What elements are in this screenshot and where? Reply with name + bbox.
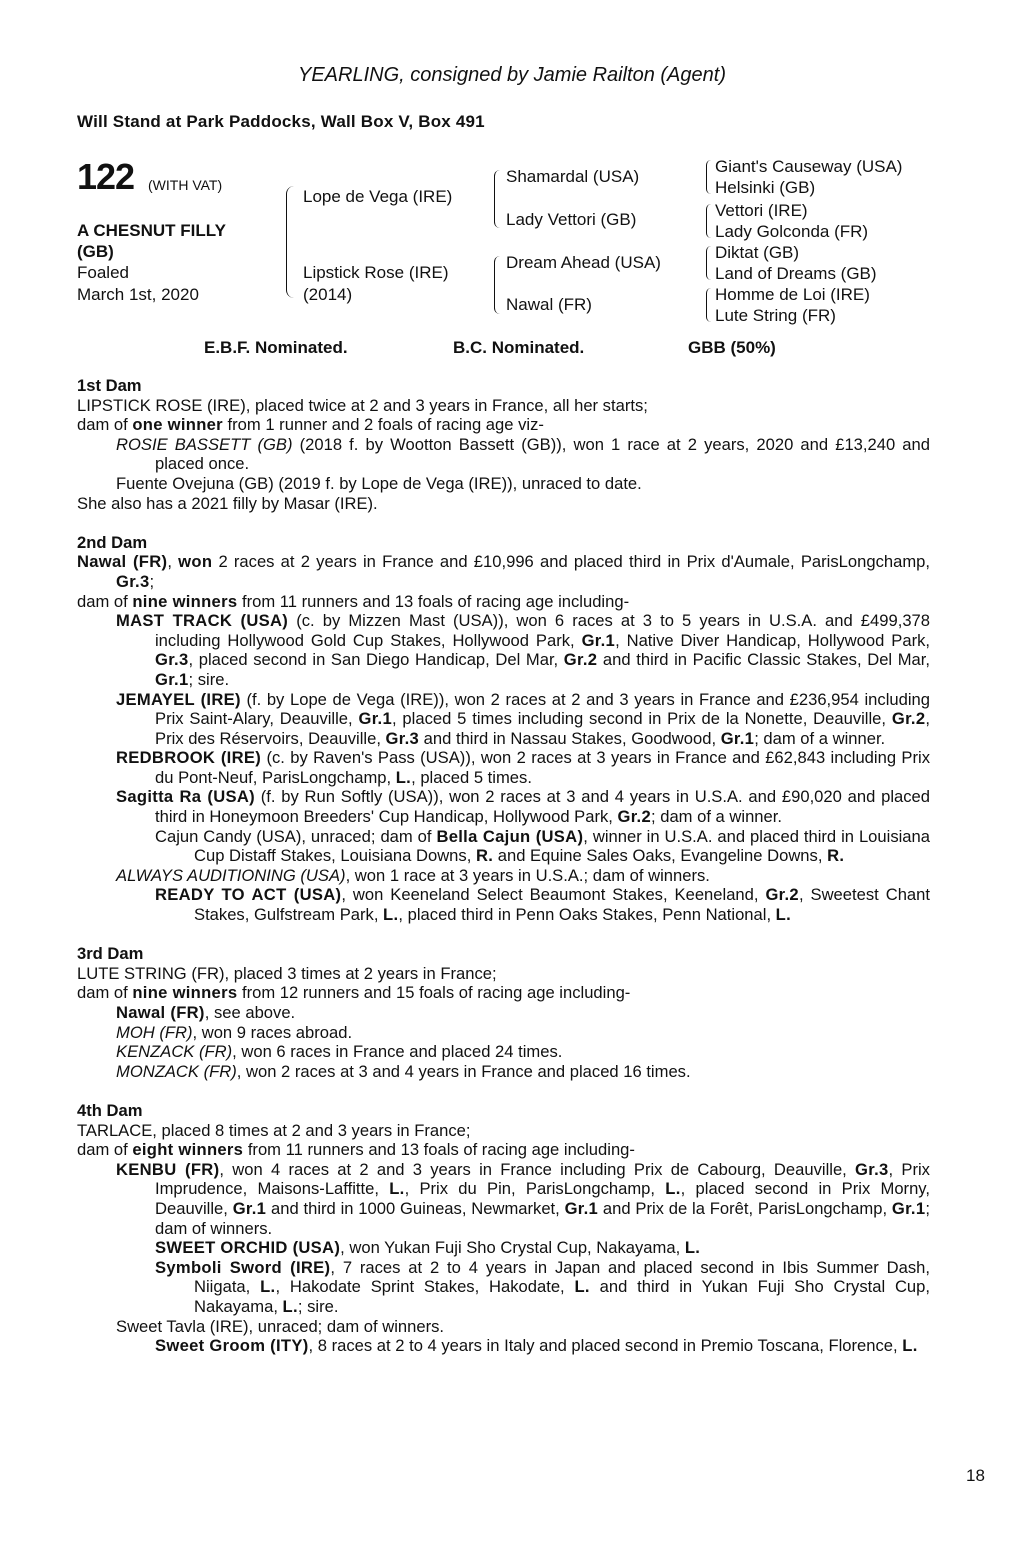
- text: ,: [167, 552, 179, 572]
- pedigree-entry: [77, 592, 930, 612]
- text: and third in Pacific Classic Stakes, Del Mar,: [597, 650, 931, 670]
- pedigree-gen2: Dream Ahead (USA): [506, 253, 661, 272]
- pedigree-gen3: Lute String (FR): [715, 306, 836, 325]
- pedigree-gen2: Nawal (FR): [506, 295, 592, 314]
- pedigree-entry: [77, 983, 930, 1003]
- pedigree-entry: [77, 1317, 930, 1337]
- pedigree-entry: [77, 1238, 930, 1258]
- text: , Prix Imprudence, Maisons-Laffitte,: [155, 1159, 930, 1199]
- pedigree-brace: [706, 204, 712, 238]
- stand-location: Will Stand at Park Paddocks, Wall Box V, Box 491: [77, 112, 485, 131]
- lot-description: A CHESNUT FILLY: [77, 221, 226, 240]
- pedigree-dam-year: (2014): [303, 285, 353, 304]
- text: ; sire.: [188, 669, 230, 689]
- pedigree-dam: Lipstick Rose (IRE): [303, 263, 449, 282]
- bold-text: nine winners: [132, 983, 238, 1003]
- dam-section: [77, 376, 930, 513]
- lot-description-country: (GB): [77, 242, 114, 261]
- bold-text: SWEET ORCHID (USA): [155, 1238, 341, 1258]
- text: , won 9 races abroad.: [192, 1022, 353, 1042]
- pedigree-entry: [77, 1121, 930, 1141]
- pedigree-entry: [77, 827, 930, 866]
- pedigree-entry: [77, 415, 930, 435]
- page-number: 18: [966, 1466, 985, 1485]
- text: dam of: [77, 415, 133, 435]
- text: , Sweetest Chant Stakes, Gulfstream Park,: [194, 885, 930, 925]
- bold-text: L.: [684, 1238, 701, 1258]
- bold-text: Gr.3: [116, 571, 150, 591]
- lot-number: 122: [77, 156, 135, 197]
- pedigree-gen2: Lady Vettori (GB): [506, 210, 637, 229]
- text: (c. by Raven's Pass (USA)), won 2 races at 3 years in France and £62,843 including Prix du Pont-Neuf, ParisLongchamp,: [155, 748, 930, 787]
- bold-text: Gr.1: [564, 1198, 599, 1218]
- section-heading: 1st Dam: [77, 376, 142, 395]
- pedigree-entry: [77, 552, 930, 591]
- italic-text: ROSIE BASSETT (GB): [116, 434, 293, 454]
- ebf-note: E.B.F. Nominated.: [204, 338, 348, 357]
- bold-text: R.: [475, 846, 494, 866]
- bold-text: Gr.1: [720, 728, 755, 748]
- text: dam of: [77, 1140, 133, 1160]
- bold-text: Gr.1: [891, 1198, 926, 1218]
- text: , winner in U.S.A. and placed third in Louisiana Cup Distaff Stakes, Louisiana Downs,: [194, 826, 930, 866]
- text: , placed third in Penn Oaks Stakes, Penn National,: [398, 905, 776, 925]
- pedigree-entry: [77, 787, 930, 826]
- dam-section: [77, 533, 930, 925]
- text: , placed 5 times including second in Prix de la Nonette, Deauville,: [391, 709, 892, 729]
- section-heading: 4th Dam: [77, 1100, 143, 1120]
- pedigree-brace: [286, 186, 295, 298]
- text: and Equine Sales Oaks, Evangeline Downs,: [493, 846, 828, 866]
- italic-text: KENZACK (FR): [116, 1042, 233, 1062]
- text: , placed second in Prix Morny, Deauville,: [155, 1179, 930, 1218]
- pedigree-entry: [77, 1003, 930, 1023]
- text: from 1 runner and 2 foals of racing age viz-: [222, 415, 544, 435]
- pedigree-entry: [77, 1258, 930, 1317]
- bold-text: eight winners: [132, 1140, 244, 1160]
- text: , see above.: [204, 1003, 296, 1022]
- pedigree-entry: [77, 866, 930, 886]
- gbb-note: GBB (50%): [688, 338, 776, 357]
- pedigree-entry: [77, 611, 930, 689]
- pedigree-gen3: Homme de Loi (IRE): [715, 285, 870, 304]
- consignor-line: YEARLING, consigned by Jamie Railton (Agent): [298, 64, 726, 86]
- text: and third in Yukan Fuji Sho Crystal Cup, Nakayama,: [194, 1277, 931, 1316]
- text: , placed 5 times.: [411, 767, 532, 787]
- text: (f. by Run Softly (USA)), won 2 races at 3 and 4 years in U.S.A. and £90,020 and placed third in Honeymoon Breeders' Cup Handicap, Hollywood Park,: [155, 787, 930, 827]
- pedigree-entry: [77, 435, 930, 474]
- pedigree-gen3: Vettori (IRE): [715, 201, 808, 220]
- italic-text: MOH (FR): [116, 1022, 193, 1042]
- section-heading: 2nd Dam: [77, 532, 148, 552]
- bold-text: Bella Cajun (USA): [436, 826, 584, 846]
- text: and Prix de la Forêt, ParisLongchamp,: [598, 1198, 892, 1218]
- text: dam of: [77, 983, 133, 1003]
- text: She also has a 2021 filly by Masar (IRE).: [77, 493, 378, 513]
- text: TARLACE, placed 8 times at 2 and 3 years in France;: [77, 1120, 471, 1140]
- pedigree-brace: [494, 170, 501, 228]
- text: from 12 runners and 15 foals of racing age including-: [237, 983, 631, 1003]
- pedigree-gen3: Helsinki (GB): [715, 178, 816, 197]
- bold-text: JEMAYEL (IRE): [116, 689, 241, 709]
- bold-text: L.: [260, 1277, 276, 1297]
- dam-history: [77, 376, 930, 1375]
- bold-text: Nawal (FR): [116, 1003, 205, 1022]
- pedigree-entry: [77, 1160, 930, 1238]
- text: dam of: [77, 591, 133, 611]
- bold-text: Gr.1: [581, 630, 616, 650]
- bold-text: Sweet Groom (ITY): [155, 1336, 309, 1356]
- bold-text: L.: [902, 1336, 918, 1356]
- bold-text: Gr.1: [232, 1198, 267, 1218]
- pedigree-brace: [706, 246, 712, 280]
- text: , 7 races at 2 to 4 years in Japan and placed second in Ibis Summer Dash, Niigata,: [194, 1257, 930, 1297]
- bc-note: B.C. Nominated.: [453, 338, 585, 357]
- bold-text: nine winners: [132, 591, 238, 611]
- bold-text: Nawal (FR): [77, 552, 168, 572]
- dam-section: [77, 1101, 930, 1356]
- text: from 11 runners and 13 foals of racing age including-: [237, 591, 630, 611]
- bold-text: Sagitta Ra (USA): [116, 787, 255, 807]
- text: and third in Nassau Stakes, Goodwood,: [419, 728, 721, 748]
- pedigree-sire: Lope de Vega (IRE): [303, 187, 453, 206]
- text: ; sire.: [297, 1296, 339, 1316]
- pedigree-entry: [77, 1062, 930, 1082]
- bold-text: REDBROOK (IRE): [116, 748, 262, 768]
- vat-label: (WITH VAT): [148, 177, 223, 193]
- italic-text: MONZACK (FR): [116, 1061, 237, 1081]
- pedigree-brace: [706, 288, 712, 322]
- pedigree-entry: [77, 690, 930, 749]
- text: Cajun Candy (USA), unraced; dam of: [155, 826, 437, 846]
- pedigree-entry: [77, 1140, 930, 1160]
- pedigree-gen3: Giant's Causeway (USA): [715, 157, 903, 176]
- pedigree-entry: [77, 396, 930, 416]
- bold-text: L.: [574, 1277, 590, 1297]
- text: , 8 races at 2 to 4 years in Italy and placed second in Premio Toscana, Florence,: [308, 1336, 903, 1356]
- bold-text: L.: [775, 905, 792, 925]
- bold-text: L.: [395, 767, 412, 787]
- text: Sweet Tavla (IRE), unraced; dam of winners.: [116, 1316, 445, 1336]
- bold-text: KENBU (FR): [116, 1159, 220, 1179]
- text: , won 6 races in France and placed 24 times.: [232, 1042, 563, 1062]
- italic-text: ALWAYS AUDITIONING (USA): [116, 865, 346, 885]
- bold-text: Gr.1: [155, 669, 189, 689]
- text: ; dam of a winner.: [754, 728, 886, 748]
- text: , won Yukan Fuji Sho Crystal Cup, Nakayama,: [340, 1238, 685, 1258]
- text: , won Keeneland Select Beaumont Stakes, Keeneland,: [341, 885, 766, 905]
- bold-text: MAST TRACK (USA): [116, 611, 289, 631]
- text: ; dam of winners.: [155, 1198, 930, 1238]
- bold-text: one winner: [132, 415, 223, 435]
- text: , won 1 race at 3 years in U.S.A.; dam of winners.: [345, 865, 710, 885]
- text: , Prix des Réservoirs, Deauville,: [155, 709, 930, 748]
- pedigree-entry: [77, 748, 930, 787]
- bold-text: R.: [827, 846, 845, 866]
- bold-text: Gr.1: [358, 709, 392, 729]
- text: Fuente Ovejuna (GB) (2019 f. by Lope de Vega (IRE)), unraced to date.: [116, 473, 642, 493]
- text: LUTE STRING (FR), placed 3 times at 2 years in France;: [77, 963, 497, 983]
- bold-text: Gr.2: [563, 650, 598, 670]
- pedigree-entry: [77, 1042, 930, 1062]
- text: (c. by Mizzen Mast (USA)), won 6 races at 3 to 5 years in U.S.A. and £499,378 including Hollywood Gold Cup Stakes, Hollywood Park,: [155, 611, 931, 650]
- bold-text: L.: [389, 1179, 405, 1199]
- foaled-label: Foaled: [77, 263, 129, 282]
- pedigree-brace: [706, 160, 712, 194]
- pedigree-gen3: Lady Golconda (FR): [715, 222, 869, 241]
- pedigree-gen3: Land of Dreams (GB): [715, 264, 877, 283]
- text: LIPSTICK ROSE (IRE), placed twice at 2 and 3 years in France, all her starts;: [77, 395, 648, 415]
- dam-section: [77, 944, 930, 1081]
- pedigree-entry: [77, 494, 930, 514]
- pedigree-entry: [77, 885, 930, 924]
- pedigree-entry: [77, 1336, 930, 1356]
- bold-text: Gr.2: [617, 807, 651, 827]
- text: (2018 f. by Wootton Bassett (GB)), won 1 race at 2 years, 2020 and £13,240 and placed once.: [155, 434, 930, 474]
- text: , won 4 races at 2 and 3 years in France including Prix de Cabourg, Deauville,: [219, 1159, 856, 1179]
- pedigree-entry: [77, 964, 930, 984]
- text: ;: [149, 571, 155, 591]
- bold-text: won: [178, 552, 213, 572]
- text: (f. by Lope de Vega (IRE)), won 2 races at 2 and 3 years in France and £236,954 including Prix Saint-Alary, Deauville,: [155, 689, 930, 729]
- bold-text: L.: [665, 1179, 681, 1199]
- bold-text: Gr.3: [855, 1159, 889, 1179]
- bold-text: L.: [383, 905, 399, 925]
- bold-text: READY TO ACT (USA): [155, 885, 342, 905]
- bold-text: Gr.3: [385, 728, 420, 748]
- text: and third in 1000 Guineas, Newmarket,: [266, 1198, 565, 1218]
- pedigree-brace: [494, 256, 501, 314]
- pedigree-gen2: Shamardal (USA): [506, 167, 640, 186]
- pedigree-entry: [77, 474, 930, 494]
- bold-text: Gr.2: [765, 885, 799, 905]
- text: , placed second in San Diego Handicap, Del Mar,: [188, 650, 564, 670]
- foaled-date: March 1st, 2020: [77, 285, 199, 304]
- text: , won 2 races at 3 and 4 years in France and placed 16 times.: [236, 1061, 691, 1081]
- bold-text: Symboli Sword (IRE): [155, 1257, 331, 1277]
- text: , Hakodate Sprint Stakes, Hakodate,: [275, 1277, 575, 1297]
- pedigree-entry: [77, 1023, 930, 1043]
- text: , Native Diver Handicap, Hollywood Park,: [615, 630, 930, 650]
- pedigree-gen3: Diktat (GB): [715, 243, 800, 262]
- text: , Prix du Pin, ParisLongchamp,: [404, 1179, 666, 1199]
- section-heading: 3rd Dam: [77, 944, 144, 964]
- text: from 11 runners and 13 foals of racing age including-: [243, 1140, 635, 1160]
- text: ; dam of a winner.: [651, 807, 782, 827]
- bold-text: Gr.3: [155, 650, 189, 670]
- bold-text: Gr.2: [891, 709, 926, 729]
- bold-text: L.: [282, 1296, 298, 1316]
- text: 2 races at 2 years in France and £10,996 and placed third in Prix d'Aumale, ParisLongchamp,: [212, 552, 930, 572]
